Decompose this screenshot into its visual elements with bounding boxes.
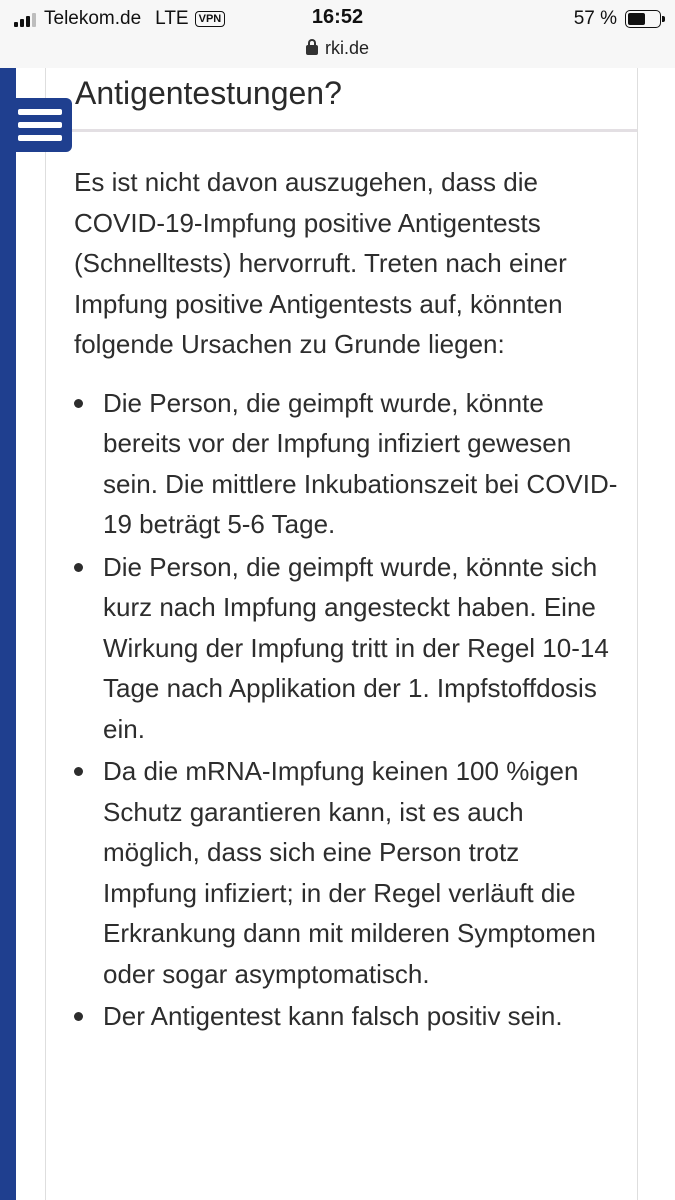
list-item: [74, 751, 619, 994]
hamburger-icon-line: [18, 122, 62, 128]
status-right: [574, 8, 661, 30]
status-bar: [0, 0, 675, 38]
url-text: rki.de: [324, 38, 369, 58]
list-item-text: Da die mRNA-Impfung keinen 100 %igen Schutz garantieren kann, ist es auch möglich, dass sich eine Person trotz Impfung infiziert; in der Regel verläuft die Erkrankung dann mit milderen Symptomen oder sogar asymptomatisch.: [103, 756, 596, 989]
list-item: [74, 383, 619, 545]
site-side-bar: [0, 68, 16, 1200]
cause-list: [74, 383, 619, 1037]
bullet-icon: [74, 1012, 83, 1021]
list-item: [74, 996, 619, 1037]
section-heading: Antigentestungen?: [75, 75, 342, 111]
url-bar[interactable]: [0, 38, 675, 68]
clock: 16:52: [311, 6, 364, 28]
heading-divider: [46, 129, 637, 132]
battery-percent: 57 %: [573, 8, 617, 29]
list-item-text: Die Person, die geimpft wurde, könnte sich kurz nach Impfung angesteckt haben. Eine Wirkung der Impfung tritt in der Regel 10-14 Tage nach Applikation der 1. Impfstoffdosis ein.: [103, 551, 609, 744]
vpn-badge: VPN: [195, 11, 226, 27]
article-body: [74, 162, 619, 1039]
hamburger-icon-line: [18, 109, 62, 115]
network-type: LTE: [155, 8, 189, 29]
hamburger-icon-line: [18, 135, 62, 141]
list-item-text: Die Person, die geimpft wurde, könnte bereits vor der Impfung infiziert gewesen sein. Die mittlere Inkubationszeit bei COVID-19 beträgt 5-6 Tage.: [103, 387, 618, 539]
battery-icon: [625, 10, 661, 28]
intro-paragraph: Es ist nicht davon auszugehen, dass die COVID-19-Impfung positive Antigentests (Schnelltests) hervorruft. Treten nach einer Impfung positive Antigentests auf, könnten folgende Ursachen zu Grunde liegen:: [74, 167, 567, 359]
menu-button[interactable]: [8, 98, 72, 152]
list-item-text: Der Antigentest kann falsch positiv sein.: [103, 1001, 563, 1031]
bullet-icon: [74, 563, 83, 572]
list-item: [74, 547, 619, 750]
bullet-icon: [74, 767, 83, 776]
carrier-name: Telekom.de: [44, 8, 142, 29]
battery-fill: [628, 13, 645, 25]
lock-icon: [306, 45, 318, 55]
bullet-icon: [74, 399, 83, 408]
